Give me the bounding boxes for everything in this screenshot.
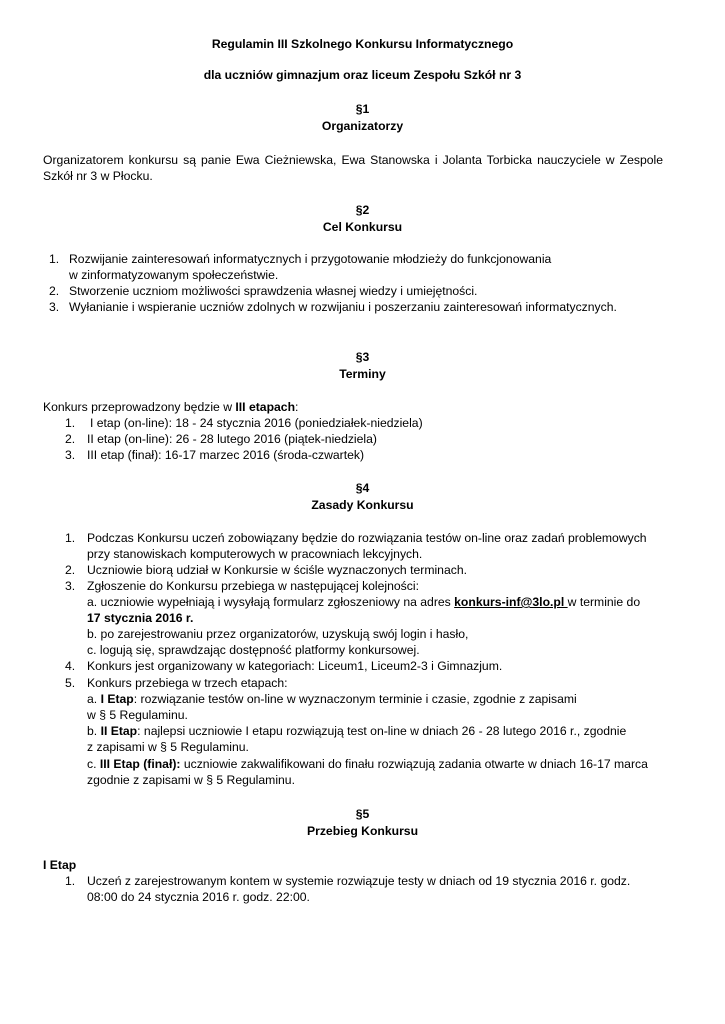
sub-item-text: b. II Etap: najlepsi uczniowie I etapu rozwiązują test on-line w dniach 26 - 28 lutego 2016 r., zgodnie [87, 724, 627, 738]
list-item-text: Rozwijanie zainteresowań informatycznych i przygotowanie młodzieży do funkcjonowania [69, 252, 552, 266]
list-item-text: przy stanowiskach komputerowych w pracowniach lekcyjnych. [87, 547, 423, 561]
section-4-number: §4 [355, 481, 370, 495]
list-item-number: 1. [65, 416, 76, 430]
section-1-number: §1 [355, 102, 370, 116]
sub-item-text: a. I Etap: rozwiązanie testów on-line w wyznaczonym terminie i czasie, zgodnie z zapisami [87, 692, 577, 706]
list-item-number: 3. [65, 448, 76, 462]
section-5-heading: Przebieg Konkursu [306, 824, 419, 838]
list-item-text: Uczeń z zarejestrowanym kontem w systemie rozwiązuje testy w dniach od 19 stycznia 2016 r. godz. [87, 874, 631, 888]
sub-item-text: w § 5 Regulaminu. [87, 708, 188, 722]
section-4-heading: Zasady Konkursu [311, 498, 414, 512]
list-item-number: 3. [65, 579, 76, 593]
sub-item-text: c. III Etap (finał): uczniowie zakwalifikowani do finału rozwiązują zadania otwarte w dniach 16-17 marca [87, 757, 648, 771]
list-item-text: Uczniowie biorą udział w Konkursie w ściśle wyznaczonych terminach. [87, 563, 467, 577]
list-item-text: Stworzenie uczniom możliwości sprawdzenia własnej wiedzy i umiejętności. [69, 284, 478, 298]
sub-item-text: z zapisami w § 5 Regulaminu. [87, 740, 249, 754]
sub-item-text: b. po zarejestrowaniu przez organizatorów, uzyskują swój login i hasło, [87, 627, 469, 641]
section-5-number: §5 [355, 807, 370, 821]
list-item-number: 3. [49, 300, 60, 314]
sub-item-text: c. logują się, sprawdzając dostępność platformy konkursowej. [87, 643, 420, 657]
list-item-text: I etap (on-line): 18 - 24 stycznia 2016 (poniedziałek-niedziela) [90, 416, 423, 430]
list-item-text: Podczas Konkursu uczeń zobowiązany będzie do rozwiązania testów on-line oraz zadań problemowych [87, 531, 647, 545]
section-3-intro: Konkurs przeprowadzony będzie w III etapach: [43, 400, 299, 414]
document-title: Regulamin III Szkolnego Konkursu Informatycznego [211, 37, 514, 51]
contact-email-link[interactable]: konkurs-inf@3lo.pl [454, 595, 568, 609]
section-2-number: §2 [355, 203, 370, 217]
list-item-number: 5. [65, 676, 76, 690]
section-1-paragraph-line-2: Szkół nr 3 w Płocku. [43, 169, 153, 183]
section-3-heading: Terminy [339, 367, 386, 381]
document-subtitle: dla uczniów gimnazjum oraz liceum Zespołu Szkół nr 3 [203, 68, 522, 82]
list-item-number: 1. [49, 252, 60, 266]
list-item-text: Zgłoszenie do Konkursu przebiega w następującej kolejności: [87, 579, 419, 593]
list-item-text: III etap (finał): 16-17 marzec 2016 (środa-czwartek) [87, 448, 365, 462]
sub-item-text: zgodnie z zapisami w § 5 Regulaminu. [87, 773, 295, 787]
registration-deadline: 17 stycznia 2016 r. [87, 611, 194, 625]
list-item-number: 2. [65, 563, 76, 577]
list-item-number: 1. [65, 874, 76, 888]
section-2-heading: Cel Konkursu [322, 220, 403, 234]
list-item-number: 1. [65, 531, 76, 545]
list-item-text: w zinformatyzowanym społeczeństwie. [69, 268, 279, 282]
list-item-number: 2. [49, 284, 60, 298]
list-item-text: II etap (on-line): 26 - 28 lutego 2016 (piątek-niedziela) [87, 432, 377, 446]
section-1-heading: Organizatorzy [321, 119, 404, 133]
list-item-text: Konkurs przebiega w trzech etapach: [87, 676, 288, 690]
list-item-number: 4. [65, 659, 76, 673]
list-item-number: 2. [65, 432, 76, 446]
list-item-text: 08:00 do 24 stycznia 2016 r. godz. 22:00. [87, 890, 310, 904]
stage-subheading: I Etap [43, 858, 77, 872]
section-3-number: §3 [355, 350, 370, 364]
sub-item-text: a. uczniowie wypełniają i wysyłają formularz zgłoszeniowy na adres konkurs-inf@3lo.pl w terminie do [87, 595, 641, 609]
list-item-text: Wyłanianie i wspieranie uczniów zdolnych w rozwijaniu i poszerzaniu zainteresowań informatycznych. [69, 300, 617, 314]
list-item-text: Konkurs jest organizowany w kategoriach: Liceum1, Liceum2-3 i Gimnazjum. [87, 659, 503, 673]
section-1-paragraph-line-1: Organizatorem konkursu są panie Ewa Cieżniewska, Ewa Stanowska i Jolanta Torbicka nauczyciele w Zespole [43, 153, 663, 167]
